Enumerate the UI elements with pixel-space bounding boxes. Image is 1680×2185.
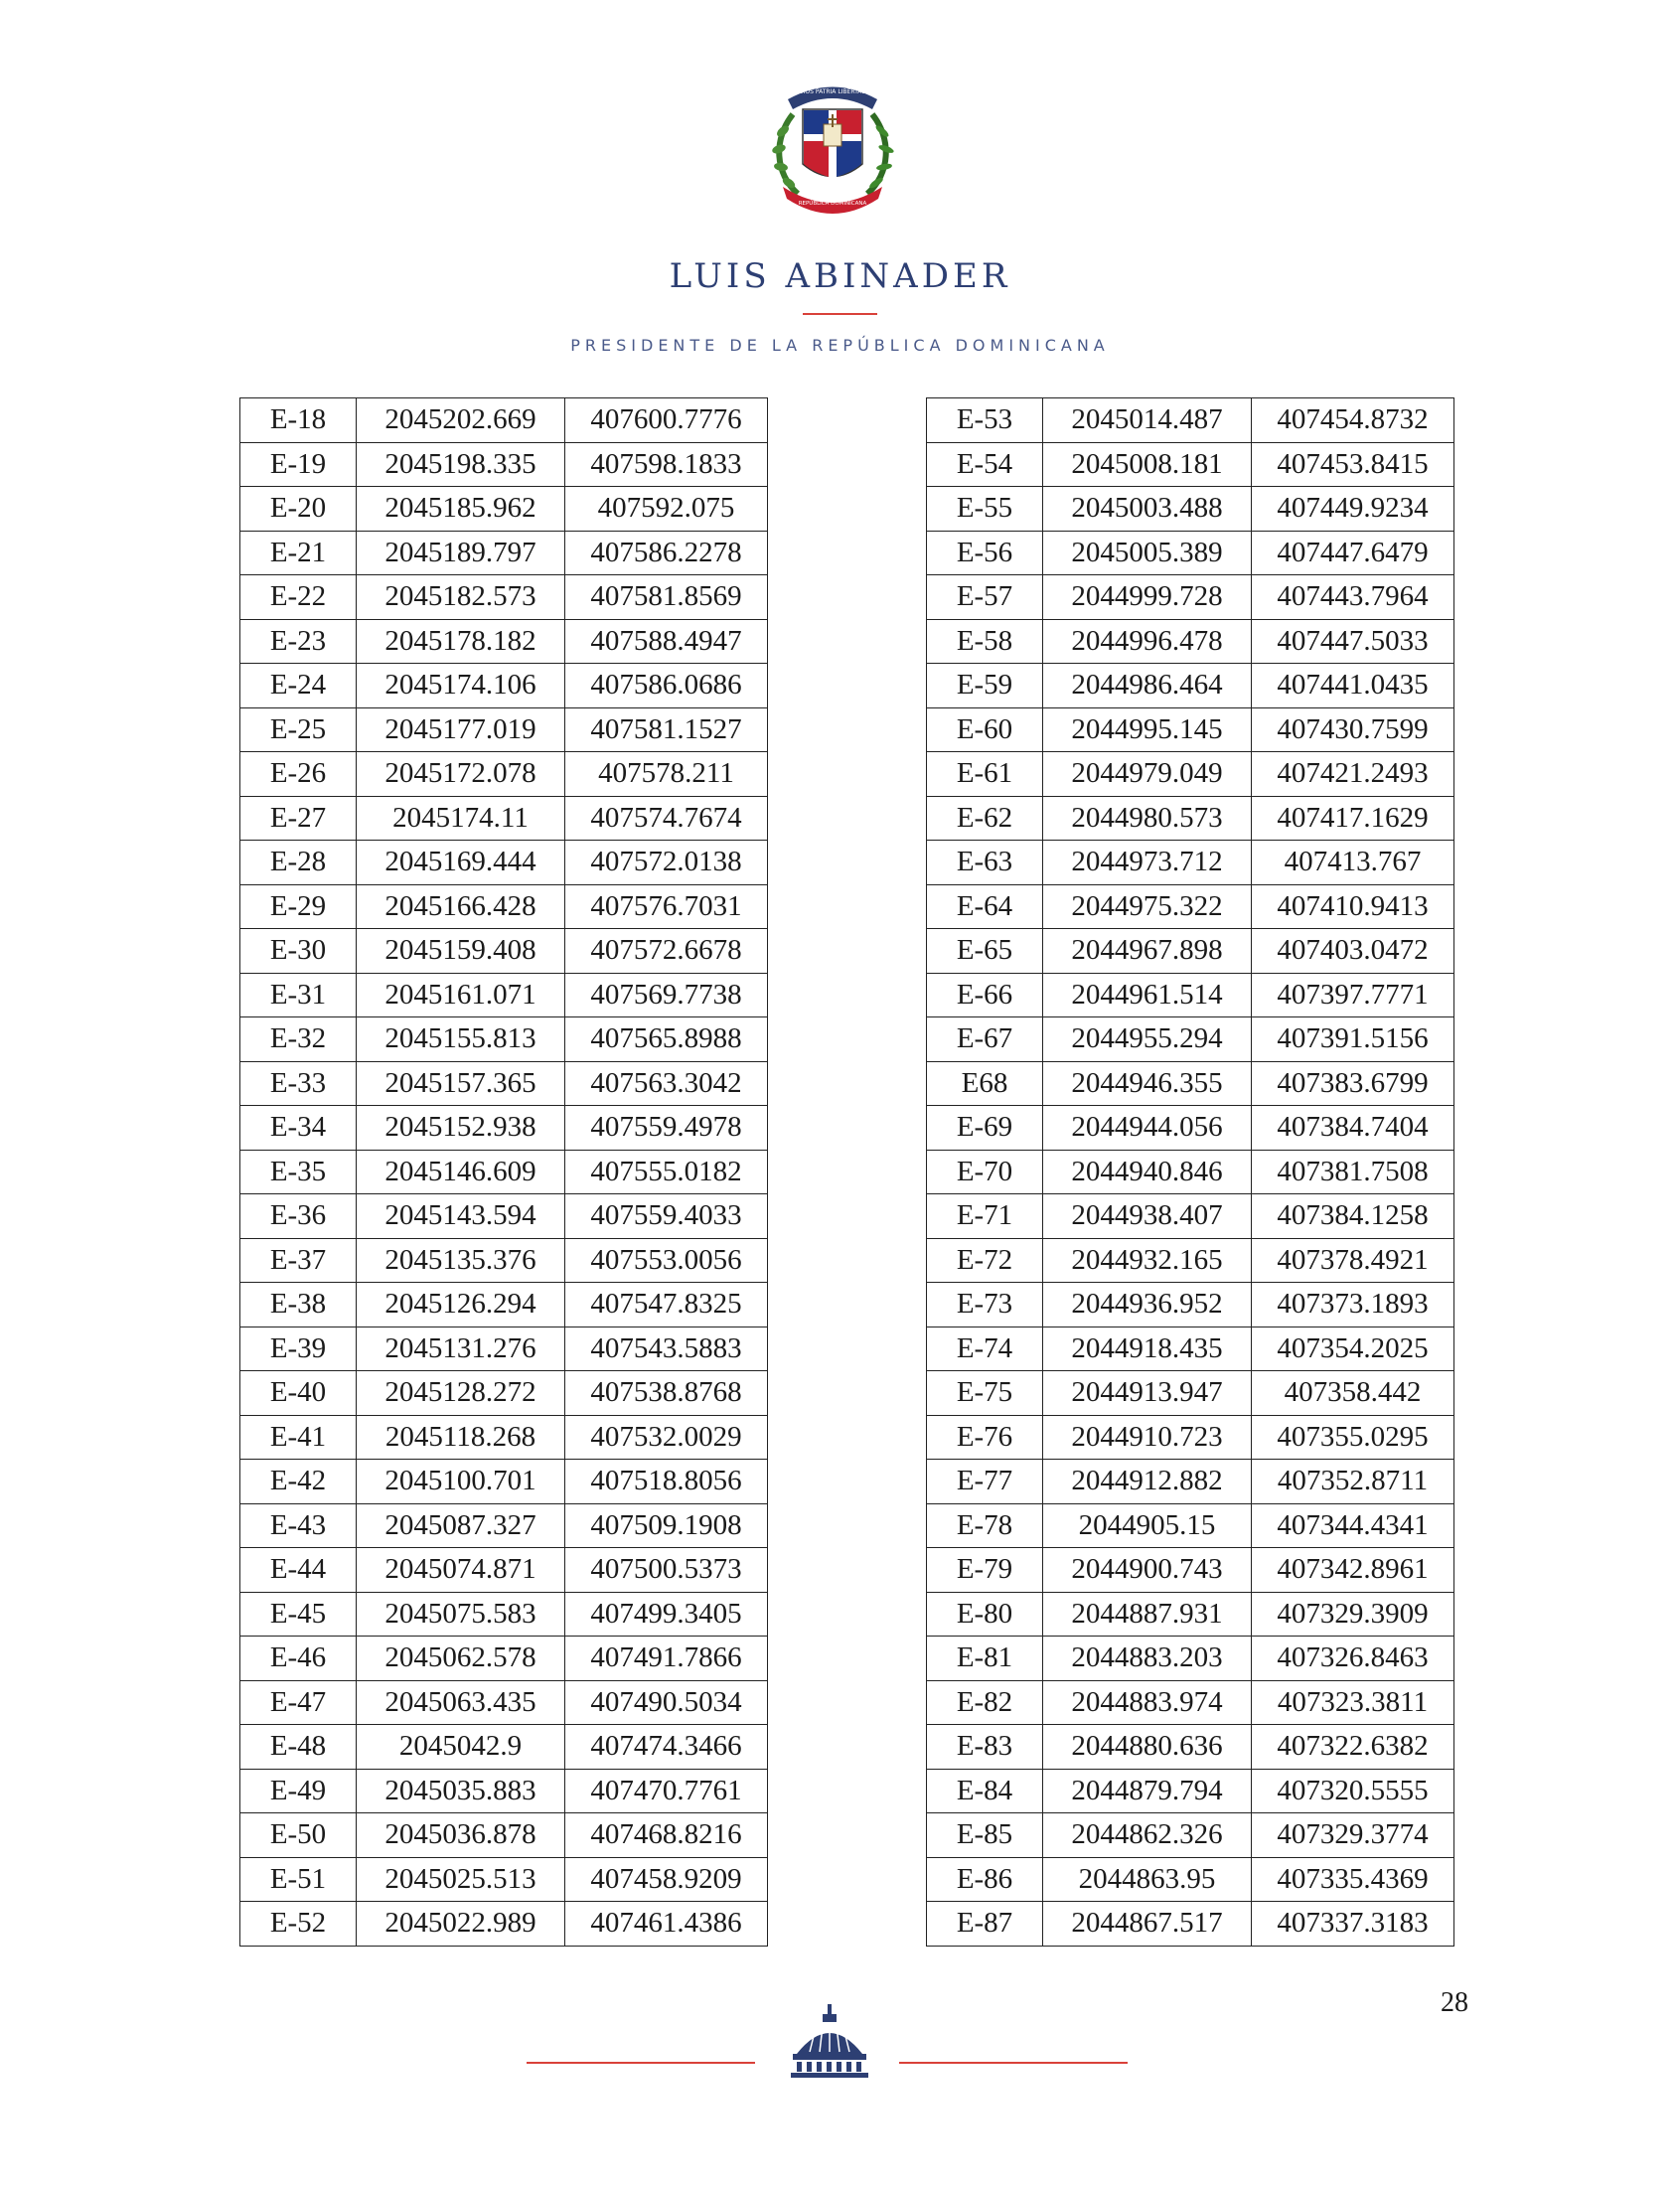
y-coordinate-cell: 407383.6799: [1252, 1061, 1454, 1106]
point-id-cell: E-35: [240, 1150, 357, 1194]
y-coordinate-cell: 407586.2278: [565, 531, 768, 575]
dome-icon: [785, 2002, 874, 2082]
y-coordinate-cell: 407391.5156: [1252, 1017, 1454, 1062]
x-coordinate-cell: 2045159.408: [357, 929, 565, 974]
table-row: [927, 1725, 1454, 1770]
y-coordinate-cell: 407592.075: [565, 487, 768, 532]
x-coordinate-cell: 2045008.181: [1043, 442, 1252, 487]
table-row: [927, 1327, 1454, 1371]
x-coordinate-cell: 2044995.145: [1043, 707, 1252, 752]
table-row: [927, 1503, 1454, 1548]
table-row: [240, 1813, 768, 1858]
x-coordinate-cell: 2045118.268: [357, 1415, 565, 1460]
y-coordinate-cell: 407344.4341: [1252, 1503, 1454, 1548]
header-name: LUIS ABINADER: [669, 256, 1011, 296]
y-coordinate-cell: 407499.3405: [565, 1592, 768, 1637]
x-coordinate-cell: 2045198.335: [357, 442, 565, 487]
table-row: [927, 1769, 1454, 1813]
point-id-cell: E-60: [927, 707, 1043, 752]
x-coordinate-cell: 2044979.049: [1043, 752, 1252, 797]
seal-bottom-text: REPÚBLICA DOMINICANA: [798, 201, 867, 207]
table-row: [927, 1637, 1454, 1681]
table-row: [240, 752, 768, 797]
table-row: [927, 398, 1454, 443]
table-row: [240, 398, 768, 443]
point-id-cell: E-26: [240, 752, 357, 797]
table-row: [240, 1017, 768, 1062]
point-id-cell: E-83: [927, 1725, 1043, 1770]
point-id-cell: E-86: [927, 1857, 1043, 1902]
table-row: [927, 1592, 1454, 1637]
y-coordinate-cell: 407381.7508: [1252, 1150, 1454, 1194]
x-coordinate-cell: 2045169.444: [357, 841, 565, 885]
x-coordinate-cell: 2044883.203: [1043, 1637, 1252, 1681]
y-coordinate-cell: 407443.7964: [1252, 575, 1454, 620]
point-id-cell: E-37: [240, 1238, 357, 1283]
x-coordinate-cell: 2045174.106: [357, 664, 565, 708]
table-row: [927, 487, 1454, 532]
point-id-cell: E-58: [927, 619, 1043, 664]
y-coordinate-cell: 407553.0056: [565, 1238, 768, 1283]
x-coordinate-cell: 2044912.882: [1043, 1460, 1252, 1504]
point-id-cell: E-33: [240, 1061, 357, 1106]
table-row: [927, 1460, 1454, 1504]
x-coordinate-cell: 2045126.294: [357, 1283, 565, 1327]
table-row: [927, 1150, 1454, 1194]
point-id-cell: E-78: [927, 1503, 1043, 1548]
y-coordinate-cell: 407373.1893: [1252, 1283, 1454, 1327]
y-coordinate-cell: 407600.7776: [565, 398, 768, 443]
table-row: [927, 1548, 1454, 1593]
y-coordinate-cell: 407581.8569: [565, 575, 768, 620]
y-coordinate-cell: 407326.8463: [1252, 1637, 1454, 1681]
x-coordinate-cell: 2045131.276: [357, 1327, 565, 1371]
point-id-cell: E-85: [927, 1813, 1043, 1858]
point-id-cell: E-34: [240, 1106, 357, 1151]
table-row: [240, 1327, 768, 1371]
y-coordinate-cell: 407555.0182: [565, 1150, 768, 1194]
table-row: [240, 1371, 768, 1416]
x-coordinate-cell: 2045063.435: [357, 1680, 565, 1725]
x-coordinate-cell: 2044996.478: [1043, 619, 1252, 664]
footer-rule-right: [899, 2062, 1128, 2064]
table-row: [240, 487, 768, 532]
table-row: [240, 531, 768, 575]
table-row: [927, 664, 1454, 708]
table-row: [927, 1061, 1454, 1106]
table-row: [927, 752, 1454, 797]
table-row: [927, 1106, 1454, 1151]
y-coordinate-cell: 407430.7599: [1252, 707, 1454, 752]
point-id-cell: E-82: [927, 1680, 1043, 1725]
header-divider: [803, 313, 877, 315]
table-row: [927, 531, 1454, 575]
x-coordinate-cell: 2044946.355: [1043, 1061, 1252, 1106]
page-number: 28: [1441, 1987, 1468, 2018]
point-id-cell: E-39: [240, 1327, 357, 1371]
seal-top-text: DIOS PATRIA LIBERTAD: [799, 88, 866, 95]
x-coordinate-cell: 2045178.182: [357, 619, 565, 664]
table-row: [927, 1371, 1454, 1416]
table-row: [240, 1150, 768, 1194]
point-id-cell: E-38: [240, 1283, 357, 1327]
point-id-cell: E-23: [240, 619, 357, 664]
coordinates-table-right: [926, 397, 1454, 1947]
y-coordinate-cell: 407518.8056: [565, 1460, 768, 1504]
point-id-cell: E-36: [240, 1194, 357, 1239]
table-row: [240, 884, 768, 929]
y-coordinate-cell: 407588.4947: [565, 619, 768, 664]
x-coordinate-cell: 2044863.95: [1043, 1857, 1252, 1902]
y-coordinate-cell: 407454.8732: [1252, 398, 1454, 443]
table-row: [927, 575, 1454, 620]
point-id-cell: E-81: [927, 1637, 1043, 1681]
table-row: [927, 973, 1454, 1017]
point-id-cell: E-75: [927, 1371, 1043, 1416]
x-coordinate-cell: 2045202.669: [357, 398, 565, 443]
x-coordinate-cell: 2045189.797: [357, 531, 565, 575]
table-row: [240, 1680, 768, 1725]
y-coordinate-cell: 407352.8711: [1252, 1460, 1454, 1504]
x-coordinate-cell: 2044867.517: [1043, 1902, 1252, 1947]
table-row: [240, 1283, 768, 1327]
point-id-cell: E-49: [240, 1769, 357, 1813]
y-coordinate-cell: 407322.6382: [1252, 1725, 1454, 1770]
point-id-cell: E-84: [927, 1769, 1043, 1813]
point-id-cell: E-61: [927, 752, 1043, 797]
y-coordinate-cell: 407532.0029: [565, 1415, 768, 1460]
table-row: [240, 1415, 768, 1460]
y-coordinate-cell: 407559.4978: [565, 1106, 768, 1151]
x-coordinate-cell: 2045182.573: [357, 575, 565, 620]
point-id-cell: E-57: [927, 575, 1043, 620]
table-row: [240, 1769, 768, 1813]
y-coordinate-cell: 407384.7404: [1252, 1106, 1454, 1151]
point-id-cell: E-55: [927, 487, 1043, 532]
point-id-cell: E-29: [240, 884, 357, 929]
point-id-cell: E-73: [927, 1283, 1043, 1327]
y-coordinate-cell: 407543.5883: [565, 1327, 768, 1371]
x-coordinate-cell: 2045161.071: [357, 973, 565, 1017]
point-id-cell: E-87: [927, 1902, 1043, 1947]
x-coordinate-cell: 2044967.898: [1043, 929, 1252, 974]
table-row: [240, 664, 768, 708]
point-id-cell: E-71: [927, 1194, 1043, 1239]
table-row: [927, 1680, 1454, 1725]
y-coordinate-cell: 407563.3042: [565, 1061, 768, 1106]
coordinates-table-left: [239, 397, 768, 1947]
table-row: [927, 841, 1454, 885]
point-id-cell: E-70: [927, 1150, 1043, 1194]
table-row: [927, 1902, 1454, 1947]
x-coordinate-cell: 2044999.728: [1043, 575, 1252, 620]
y-coordinate-cell: 407417.1629: [1252, 796, 1454, 841]
table-row: [240, 619, 768, 664]
table-row: [927, 1017, 1454, 1062]
table-row: [927, 884, 1454, 929]
y-coordinate-cell: 407491.7866: [565, 1637, 768, 1681]
x-coordinate-cell: 2044879.794: [1043, 1769, 1252, 1813]
table-row: [240, 1238, 768, 1283]
x-coordinate-cell: 2044913.947: [1043, 1371, 1252, 1416]
point-id-cell: E-27: [240, 796, 357, 841]
y-coordinate-cell: 407447.5033: [1252, 619, 1454, 664]
y-coordinate-cell: 407378.4921: [1252, 1238, 1454, 1283]
point-id-cell: E-77: [927, 1460, 1043, 1504]
y-coordinate-cell: 407598.1833: [565, 442, 768, 487]
y-coordinate-cell: 407413.767: [1252, 841, 1454, 885]
table-row: [927, 619, 1454, 664]
x-coordinate-cell: 2044918.435: [1043, 1327, 1252, 1371]
table-row: [927, 1238, 1454, 1283]
table-row: [240, 1194, 768, 1239]
point-id-cell: E-53: [927, 398, 1043, 443]
point-id-cell: E-56: [927, 531, 1043, 575]
y-coordinate-cell: 407458.9209: [565, 1857, 768, 1902]
x-coordinate-cell: 2044980.573: [1043, 796, 1252, 841]
table-row: [927, 1283, 1454, 1327]
y-coordinate-cell: 407329.3909: [1252, 1592, 1454, 1637]
table-row: [240, 929, 768, 974]
point-id-cell: E-48: [240, 1725, 357, 1770]
y-coordinate-cell: 407461.4386: [565, 1902, 768, 1947]
table-row: [240, 1106, 768, 1151]
table-row: [240, 1857, 768, 1902]
y-coordinate-cell: 407453.8415: [1252, 442, 1454, 487]
point-id-cell: E-59: [927, 664, 1043, 708]
point-id-cell: E-80: [927, 1592, 1043, 1637]
y-coordinate-cell: 407320.5555: [1252, 1769, 1454, 1813]
table-row: [927, 1194, 1454, 1239]
x-coordinate-cell: 2045087.327: [357, 1503, 565, 1548]
point-id-cell: E-42: [240, 1460, 357, 1504]
x-coordinate-cell: 2045143.594: [357, 1194, 565, 1239]
table-row: [240, 1637, 768, 1681]
y-coordinate-cell: 407578.211: [565, 752, 768, 797]
point-id-cell: E-22: [240, 575, 357, 620]
x-coordinate-cell: 2045025.513: [357, 1857, 565, 1902]
table-row: [240, 575, 768, 620]
y-coordinate-cell: 407342.8961: [1252, 1548, 1454, 1593]
table-row: [927, 707, 1454, 752]
x-coordinate-cell: 2045022.989: [357, 1902, 565, 1947]
point-id-cell: E-28: [240, 841, 357, 885]
point-id-cell: E-18: [240, 398, 357, 443]
x-coordinate-cell: 2044880.636: [1043, 1725, 1252, 1770]
y-coordinate-cell: 407572.0138: [565, 841, 768, 885]
y-coordinate-cell: 407490.5034: [565, 1680, 768, 1725]
table-row: [240, 442, 768, 487]
table-row: [927, 796, 1454, 841]
y-coordinate-cell: 407474.3466: [565, 1725, 768, 1770]
y-coordinate-cell: 407547.8325: [565, 1283, 768, 1327]
y-coordinate-cell: 407403.0472: [1252, 929, 1454, 974]
table-row: [240, 1460, 768, 1504]
x-coordinate-cell: 2044955.294: [1043, 1017, 1252, 1062]
table-row: [240, 1061, 768, 1106]
x-coordinate-cell: 2044944.056: [1043, 1106, 1252, 1151]
y-coordinate-cell: 407500.5373: [565, 1548, 768, 1593]
x-coordinate-cell: 2044938.407: [1043, 1194, 1252, 1239]
point-id-cell: E-47: [240, 1680, 357, 1725]
table-row: [927, 1813, 1454, 1858]
x-coordinate-cell: 2045166.428: [357, 884, 565, 929]
table-row: [240, 1902, 768, 1947]
x-coordinate-cell: 2044940.846: [1043, 1150, 1252, 1194]
table-row: [240, 1725, 768, 1770]
point-id-cell: E-41: [240, 1415, 357, 1460]
point-id-cell: E-64: [927, 884, 1043, 929]
x-coordinate-cell: 2045185.962: [357, 487, 565, 532]
point-id-cell: E-52: [240, 1902, 357, 1947]
x-coordinate-cell: 2045035.883: [357, 1769, 565, 1813]
point-id-cell: E-69: [927, 1106, 1043, 1151]
x-coordinate-cell: 2045157.365: [357, 1061, 565, 1106]
y-coordinate-cell: 407355.0295: [1252, 1415, 1454, 1460]
point-id-cell: E-19: [240, 442, 357, 487]
point-id-cell: E-32: [240, 1017, 357, 1062]
y-coordinate-cell: 407559.4033: [565, 1194, 768, 1239]
x-coordinate-cell: 2045042.9: [357, 1725, 565, 1770]
x-coordinate-cell: 2044986.464: [1043, 664, 1252, 708]
y-coordinate-cell: 407441.0435: [1252, 664, 1454, 708]
x-coordinate-cell: 2045177.019: [357, 707, 565, 752]
x-coordinate-cell: 2045146.609: [357, 1150, 565, 1194]
x-coordinate-cell: 2045003.488: [1043, 487, 1252, 532]
point-id-cell: E-66: [927, 973, 1043, 1017]
y-coordinate-cell: 407447.6479: [1252, 531, 1454, 575]
y-coordinate-cell: 407576.7031: [565, 884, 768, 929]
table-row: [240, 841, 768, 885]
y-coordinate-cell: 407470.7761: [565, 1769, 768, 1813]
y-coordinate-cell: 407421.2493: [1252, 752, 1454, 797]
x-coordinate-cell: 2044936.952: [1043, 1283, 1252, 1327]
x-coordinate-cell: 2045075.583: [357, 1592, 565, 1637]
y-coordinate-cell: 407565.8988: [565, 1017, 768, 1062]
point-id-cell: E-20: [240, 487, 357, 532]
y-coordinate-cell: 407384.1258: [1252, 1194, 1454, 1239]
x-coordinate-cell: 2044961.514: [1043, 973, 1252, 1017]
y-coordinate-cell: 407572.6678: [565, 929, 768, 974]
x-coordinate-cell: 2044905.15: [1043, 1503, 1252, 1548]
x-coordinate-cell: 2045135.376: [357, 1238, 565, 1283]
x-coordinate-cell: 2045172.078: [357, 752, 565, 797]
x-coordinate-cell: 2045152.938: [357, 1106, 565, 1151]
point-id-cell: E-50: [240, 1813, 357, 1858]
point-id-cell: E-54: [927, 442, 1043, 487]
x-coordinate-cell: 2045005.389: [1043, 531, 1252, 575]
y-coordinate-cell: 407337.3183: [1252, 1902, 1454, 1947]
point-id-cell: E-79: [927, 1548, 1043, 1593]
point-id-cell: E-63: [927, 841, 1043, 885]
point-id-cell: E-24: [240, 664, 357, 708]
point-id-cell: E-21: [240, 531, 357, 575]
x-coordinate-cell: 2044883.974: [1043, 1680, 1252, 1725]
table-row: [240, 1503, 768, 1548]
point-id-cell: E-67: [927, 1017, 1043, 1062]
point-id-cell: E-51: [240, 1857, 357, 1902]
point-id-cell: E-46: [240, 1637, 357, 1681]
x-coordinate-cell: 2044910.723: [1043, 1415, 1252, 1460]
y-coordinate-cell: 407329.3774: [1252, 1813, 1454, 1858]
table-row: [240, 707, 768, 752]
y-coordinate-cell: 407509.1908: [565, 1503, 768, 1548]
x-coordinate-cell: 2045074.871: [357, 1548, 565, 1593]
point-id-cell: E-30: [240, 929, 357, 974]
x-coordinate-cell: 2045062.578: [357, 1637, 565, 1681]
x-coordinate-cell: 2045036.878: [357, 1813, 565, 1858]
footer-rule-left: [527, 2062, 755, 2064]
x-coordinate-cell: 2044973.712: [1043, 841, 1252, 885]
x-coordinate-cell: 2045014.487: [1043, 398, 1252, 443]
table-row: [927, 1857, 1454, 1902]
y-coordinate-cell: 407358.442: [1252, 1371, 1454, 1416]
y-coordinate-cell: 407449.9234: [1252, 487, 1454, 532]
point-id-cell: E-44: [240, 1548, 357, 1593]
x-coordinate-cell: 2044975.322: [1043, 884, 1252, 929]
point-id-cell: E-76: [927, 1415, 1043, 1460]
y-coordinate-cell: 407354.2025: [1252, 1327, 1454, 1371]
header-subtitle: PRESIDENTE DE LA REPÚBLICA DOMINICANA: [570, 336, 1110, 355]
point-id-cell: E-31: [240, 973, 357, 1017]
x-coordinate-cell: 2044900.743: [1043, 1548, 1252, 1593]
table-row: [240, 973, 768, 1017]
y-coordinate-cell: 407468.8216: [565, 1813, 768, 1858]
point-id-cell: E-74: [927, 1327, 1043, 1371]
x-coordinate-cell: 2045128.272: [357, 1371, 565, 1416]
x-coordinate-cell: 2045155.813: [357, 1017, 565, 1062]
point-id-cell: E-40: [240, 1371, 357, 1416]
x-coordinate-cell: 2045174.11: [357, 796, 565, 841]
y-coordinate-cell: 407581.1527: [565, 707, 768, 752]
point-id-cell: E-25: [240, 707, 357, 752]
point-id-cell: E-65: [927, 929, 1043, 974]
point-id-cell: E-45: [240, 1592, 357, 1637]
table-row: [927, 1415, 1454, 1460]
y-coordinate-cell: 407569.7738: [565, 973, 768, 1017]
x-coordinate-cell: 2044887.931: [1043, 1592, 1252, 1637]
table-row: [240, 1548, 768, 1593]
y-coordinate-cell: 407538.8768: [565, 1371, 768, 1416]
point-id-cell: E68: [927, 1061, 1043, 1106]
table-row: [927, 929, 1454, 974]
y-coordinate-cell: 407397.7771: [1252, 973, 1454, 1017]
x-coordinate-cell: 2044862.326: [1043, 1813, 1252, 1858]
point-id-cell: E-72: [927, 1238, 1043, 1283]
y-coordinate-cell: 407335.4369: [1252, 1857, 1454, 1902]
y-coordinate-cell: 407574.7674: [565, 796, 768, 841]
table-row: [927, 442, 1454, 487]
x-coordinate-cell: 2045100.701: [357, 1460, 565, 1504]
coat-of-arms-icon: [753, 70, 912, 219]
point-id-cell: E-62: [927, 796, 1043, 841]
y-coordinate-cell: 407586.0686: [565, 664, 768, 708]
y-coordinate-cell: 407410.9413: [1252, 884, 1454, 929]
y-coordinate-cell: 407323.3811: [1252, 1680, 1454, 1725]
table-row: [240, 796, 768, 841]
x-coordinate-cell: 2044932.165: [1043, 1238, 1252, 1283]
point-id-cell: E-43: [240, 1503, 357, 1548]
table-row: [240, 1592, 768, 1637]
